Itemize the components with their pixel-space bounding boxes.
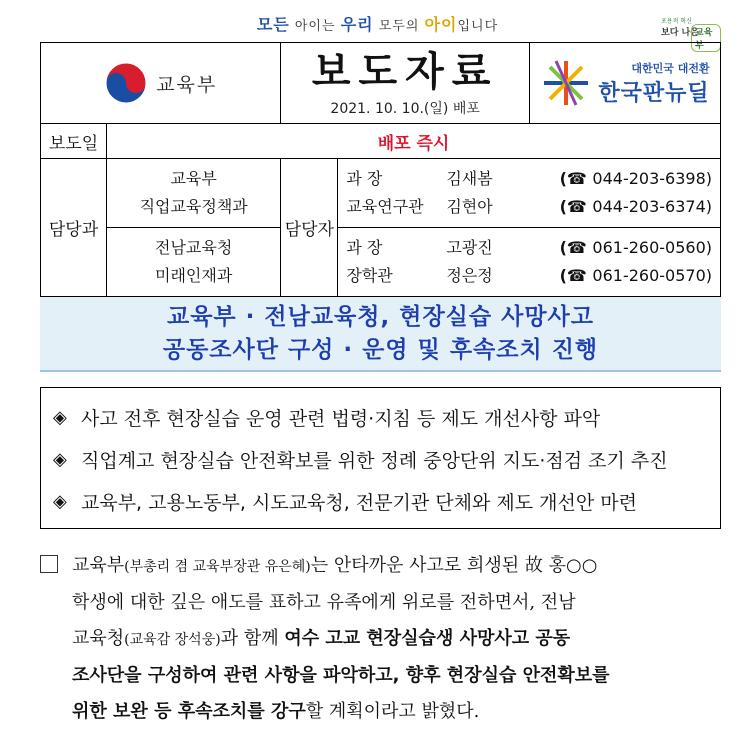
headline-line1: 교육부 · 전남교육청, 현장실습 사망사고 [167,304,594,330]
contact-name: 김새봄 [446,169,493,188]
summary-item [41,480,720,522]
diamond-bullet-icon: ◈ [53,490,67,512]
dept-jeonnam [107,228,281,297]
taegeuk-icon [104,61,148,105]
slogan-word-3: 우리 [340,15,374,34]
person-label: 담당자 [281,159,338,297]
dept-jeonnam-line2: 미래인재과 [155,266,233,285]
para-text-2: 는 안타까운 사고로 희생된 故 홍○○ [310,555,598,576]
new-deal-title: 한국판뉴딜 [598,80,710,106]
contact-phone-number: 061-260-0570) [592,266,712,285]
summary-text: 직업계고 현장실습 안전확보를 위한 정례 중앙단위 지도·점검 조기 추진 [81,449,668,472]
contact-phone-number: 044-203-6374) [592,197,712,216]
contact-position: 과 장 [346,169,383,188]
contacts-moe [338,159,721,228]
contact-position: 장학관 [346,266,393,285]
para-bold-3: 위한 보완 등 후속조치를 강구 [72,701,306,722]
release-value: 배포 즉시 [107,124,721,159]
para-bold-1: 여수 고교 현장실습생 사망사고 공동 [284,628,571,649]
contact-phone [516,193,712,221]
summary-text: 사고 전후 현장실습 운영 관련 법령·지침 등 제도 개선사항 파악 [81,407,601,430]
contact-position: 과 장 [346,238,383,257]
para-text-1: 교육부 [72,555,125,576]
diamond-bullet-icon: ◈ [53,448,67,470]
dept-moe-line2: 직업교육정책과 [139,197,248,216]
mini-logo-line2: 보다 나은 [661,28,699,38]
dept-label: 담당과 [41,159,107,297]
new-deal-subtitle: 대한민국 대전환 [631,61,710,75]
phone-icon: (☎ [559,238,593,257]
slogan-word-4: 모두의 [373,19,425,34]
inclusive-innovation-logo [661,16,721,51]
slogan-word-2: 아이는 [289,19,341,34]
headline-line2: 공동조사단 구성 · 운영 및 후속조치 진행 [162,337,599,363]
body-paragraph [40,548,730,730]
para-bold-2: 조사단을 구성하여 관련 사항을 파악하고, 향후 현장실습 안전확보를 [72,665,610,686]
summary-item [41,438,720,480]
para-line3 [40,621,730,658]
square-bullet-icon [40,555,58,573]
ministry-name: 교육부 [156,73,218,96]
contact-name: 김현아 [446,197,493,216]
slogan-word-5: 아이 [424,15,458,34]
phone-icon: (☎ [559,197,593,216]
headline-box [40,297,721,372]
para-minister: (부총리 겸 교육부장관 유은혜) [124,559,311,575]
summary-box [40,387,721,529]
contact-row [346,165,712,193]
contact-phone-number: 061-260-0560) [592,238,712,257]
contact-phone-number: 044-203-6398) [592,169,712,188]
contact-row [346,262,712,290]
para-line5 [40,694,730,730]
new-deal-logo-icon [540,57,592,109]
contact-phone [516,165,712,193]
para-text-5: 과 함께 [220,628,285,649]
slogan [0,12,755,35]
para-superintendent: (교육감 장석웅) [124,632,221,648]
slogan-word-6: 입니다 [457,19,499,34]
contact-phone [516,234,712,262]
ministry-logo-cell [41,43,281,124]
dept-moe [107,159,281,228]
mini-logo-line1: 포용적 혁신 [661,18,692,25]
contact-row [346,193,712,221]
mini-logo-line3: 교육부 [691,24,721,52]
korean-new-deal-logo-cell [530,43,721,124]
dept-jeonnam-line1: 전남교육청 [155,238,233,257]
phone-icon: (☎ [559,266,593,285]
para-line2: 학생에 대한 깊은 애도를 표하고 유족에게 위로를 전하면서, 전남 [72,592,576,613]
para-text-4: 교육청 [72,628,125,649]
title-cell [281,43,530,124]
para-text-7: 할 계획이라고 밝혔다. [305,701,480,722]
dept-moe-line1: 교육부 [170,169,217,188]
contact-row [346,234,712,262]
summary-text: 교육부, 고용노동부, 시도교육청, 전문기관 단체와 제도 개선안 마련 [81,491,637,514]
contact-name: 정은정 [446,266,493,285]
para-line1 [40,548,730,585]
contact-name: 고광진 [446,238,493,257]
diamond-bullet-icon: ◈ [53,406,67,428]
contacts-jeonnam [338,228,721,297]
release-date: 2021. 10. 10.(일) 배포 [330,101,480,117]
phone-icon: (☎ [559,169,593,188]
contact-phone [516,262,712,290]
release-label: 보도일 [41,124,107,159]
contact-position: 교육연구관 [346,197,424,216]
press-release-header-table [40,42,721,297]
press-release-title: 보도자료 [311,49,499,95]
summary-item [41,396,720,438]
slogan-word-1: 모든 [256,15,290,34]
